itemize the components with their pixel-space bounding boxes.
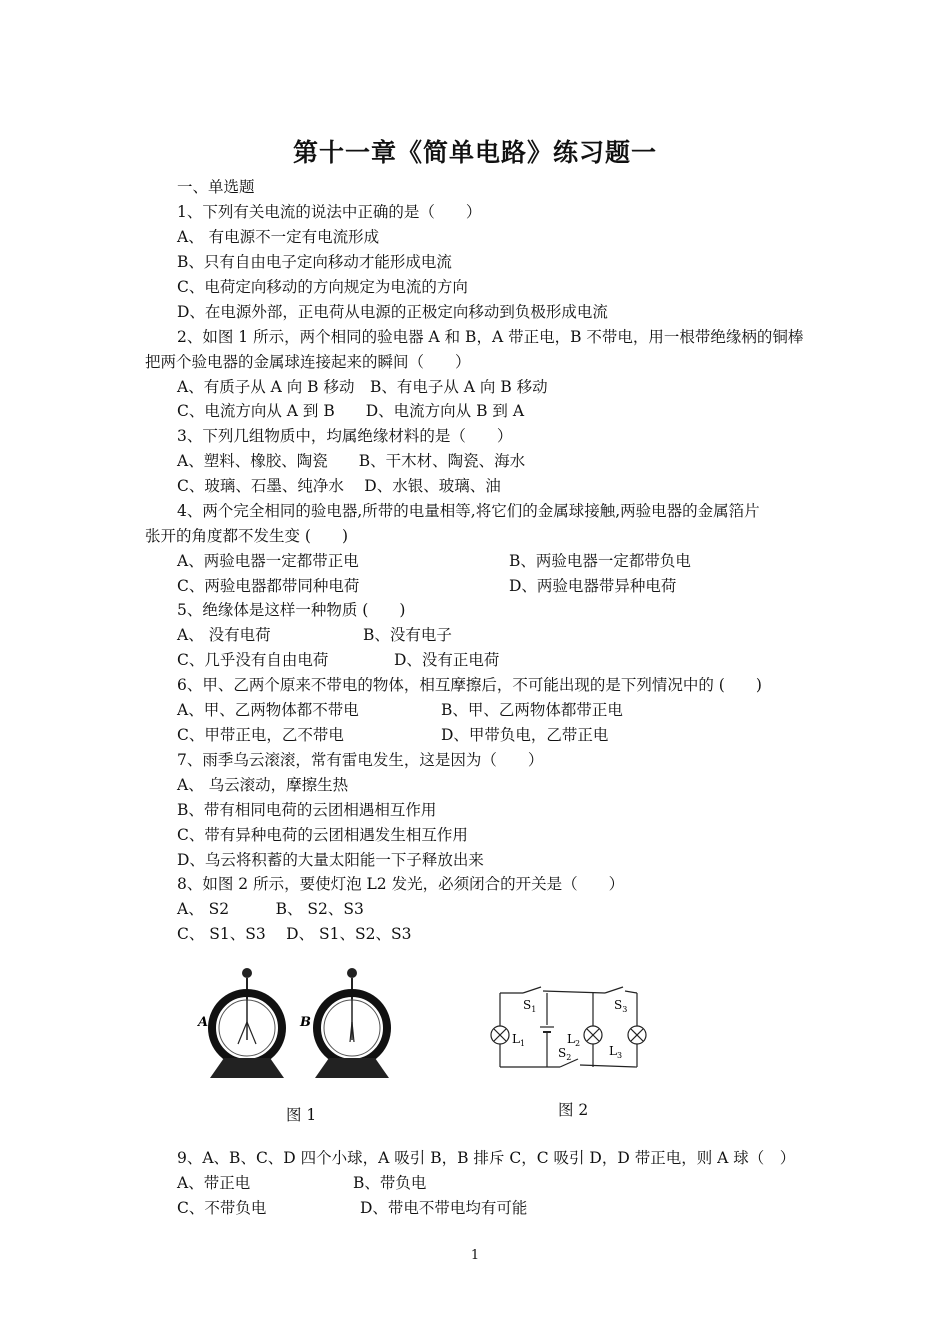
figure-1-caption: 图 1	[286, 1106, 317, 1124]
svg-text:L3	[609, 1044, 622, 1060]
electroscope-a-label: A	[198, 1015, 209, 1030]
q3-stem: 3、下列几组物质中，均属绝缘材料的是（ ）	[177, 427, 513, 445]
figure-2-caption: 图 2	[558, 1101, 589, 1119]
electroscope-b-label: B	[300, 1015, 311, 1030]
switch-s1-subscript: 1	[531, 1005, 537, 1014]
q9-stem: 9、A、B、C、D 四个小球，A 吸引 B，B 排斥 C，C 吸引 D，D 带正电，则 A 球（ ）	[177, 1149, 796, 1167]
q6-stem: 6、甲、乙两个原来不带电的物体，相互摩擦后，不可能出现的是下列情况中的 ( )	[177, 676, 762, 694]
section-heading: 一、单选题	[177, 178, 255, 196]
switch-s2-subscript: 2	[566, 1053, 572, 1062]
q3-options-ab: A、塑料、橡胶、陶瓷 B、干木材、陶瓷、海水	[177, 452, 526, 470]
q7-option-b: B、带有相同电荷的云团相遇相互作用	[177, 801, 437, 819]
q6-option-d: D、甲带负电，乙带正电	[441, 726, 609, 744]
q8-options-cd: C、 S1、S3 D、 S1、S2、S3	[177, 925, 412, 943]
q6-option-c: C、甲带正电，乙不带电	[177, 726, 344, 744]
q4-option-b: B、两验电器一定都带负电	[509, 552, 691, 570]
q4-option-a: A、两验电器一定都带正电	[177, 552, 359, 570]
q1-option-b: B、只有自由电子定向移动才能形成电流	[177, 253, 452, 271]
q8-stem: 8、如图 2 所示，要使灯泡 L2 发光，必须闭合的开关是（ ）	[177, 875, 625, 893]
page-title: 第十一章《简单电路》练习题一	[292, 138, 657, 167]
lamp-l1-subscript: 1	[519, 1039, 526, 1048]
q1-option-d: D、在电源外部，正电荷从电源的正极定向移动到负极形成电流	[177, 303, 608, 321]
q5-option-a: A、 没有电荷	[177, 626, 271, 644]
lamp-l3-subscript: 3	[616, 1051, 623, 1060]
svg-text:S1	[523, 998, 536, 1014]
q6-option-b: B、甲、乙两物体都带正电	[441, 701, 623, 719]
svg-text:L2	[567, 1032, 580, 1048]
lamp-l2-label: L	[567, 1032, 575, 1046]
figure-2-circuit	[485, 985, 655, 1075]
figure-1-electroscopes	[192, 960, 402, 1085]
q2-options-cd: C、电流方向从 A 到 B D、电流方向从 B 到 A	[177, 402, 525, 420]
q7-option-c: C、带有异种电荷的云团相遇发生相互作用	[177, 826, 468, 844]
svg-text:L1	[512, 1032, 525, 1048]
q5-stem: 5、绝缘体是这样一种物质 ( )	[177, 601, 406, 619]
q9-option-a: A、带正电	[177, 1174, 251, 1192]
q4-stem-line1: 4、两个完全相同的验电器,所带的电量相等,将它们的金属球接触,两验电器的金属箔片	[177, 502, 760, 520]
q1-option-a: A、 有电源不一定有电流形成	[177, 228, 380, 246]
q1-option-c: C、电荷定向移动的方向规定为电流的方向	[177, 278, 468, 296]
q9-option-d: D、带电不带电均有可能	[360, 1199, 528, 1217]
q2-stem-line1: 2、如图 1 所示，两个相同的验电器 A 和 B，A 带正电，B 不带电，用一根带绝缘柄的铜棒	[177, 328, 804, 346]
switch-s3-label: S	[614, 998, 623, 1012]
q9-option-c: C、不带负电	[177, 1199, 267, 1217]
svg-text:S2	[558, 1046, 571, 1062]
q7-option-a: A、 乌云滚动，摩擦生热	[177, 776, 349, 794]
switch-s2-label: S	[558, 1046, 567, 1060]
svg-text:S3	[614, 998, 627, 1014]
q2-stem-line2: 把两个验电器的金属球连接起来的瞬间（ ）	[145, 353, 471, 371]
q3-options-cd: C、玻璃、石墨、纯净水 D、水银、玻璃、油	[177, 477, 501, 495]
q5-option-b: B、没有电子	[363, 626, 452, 644]
q2-options-ab: A、有质子从 A 向 B 移动 B、有电子从 A 向 B 移动	[177, 378, 548, 396]
q1-stem: 1、下列有关电流的说法中正确的是（ ）	[177, 203, 482, 221]
q8-options-ab: A、 S2 B、 S2、S3	[177, 900, 364, 918]
q4-stem-line2: 张开的角度都不发生变 ( )	[145, 527, 349, 545]
q7-stem: 7、雨季乌云滚滚，常有雷电发生，这是因为（ ）	[177, 751, 544, 769]
switch-s3-subscript: 3	[622, 1005, 628, 1014]
q7-option-d: D、乌云将积蓄的大量太阳能一下子释放出来	[177, 851, 484, 869]
lamp-l2-subscript: 2	[574, 1039, 581, 1048]
lamp-l1-label: L	[512, 1032, 520, 1046]
electroscope-b	[315, 968, 389, 1078]
q5-option-c: C、几乎没有自由电荷	[177, 651, 329, 669]
q4-option-d: D、两验电器带异种电荷	[509, 577, 677, 595]
q4-option-c: C、两验电器都带同种电荷	[177, 577, 360, 595]
page-number: 1	[470, 1248, 480, 1263]
switch-s1-label: S	[523, 998, 532, 1012]
q6-option-a: A、甲、乙两物体都不带电	[177, 701, 359, 719]
q5-option-d: D、没有正电荷	[394, 651, 500, 669]
q9-option-b: B、带负电	[353, 1174, 427, 1192]
lamp-l3-label: L	[609, 1044, 617, 1058]
electroscope-a	[210, 968, 284, 1078]
